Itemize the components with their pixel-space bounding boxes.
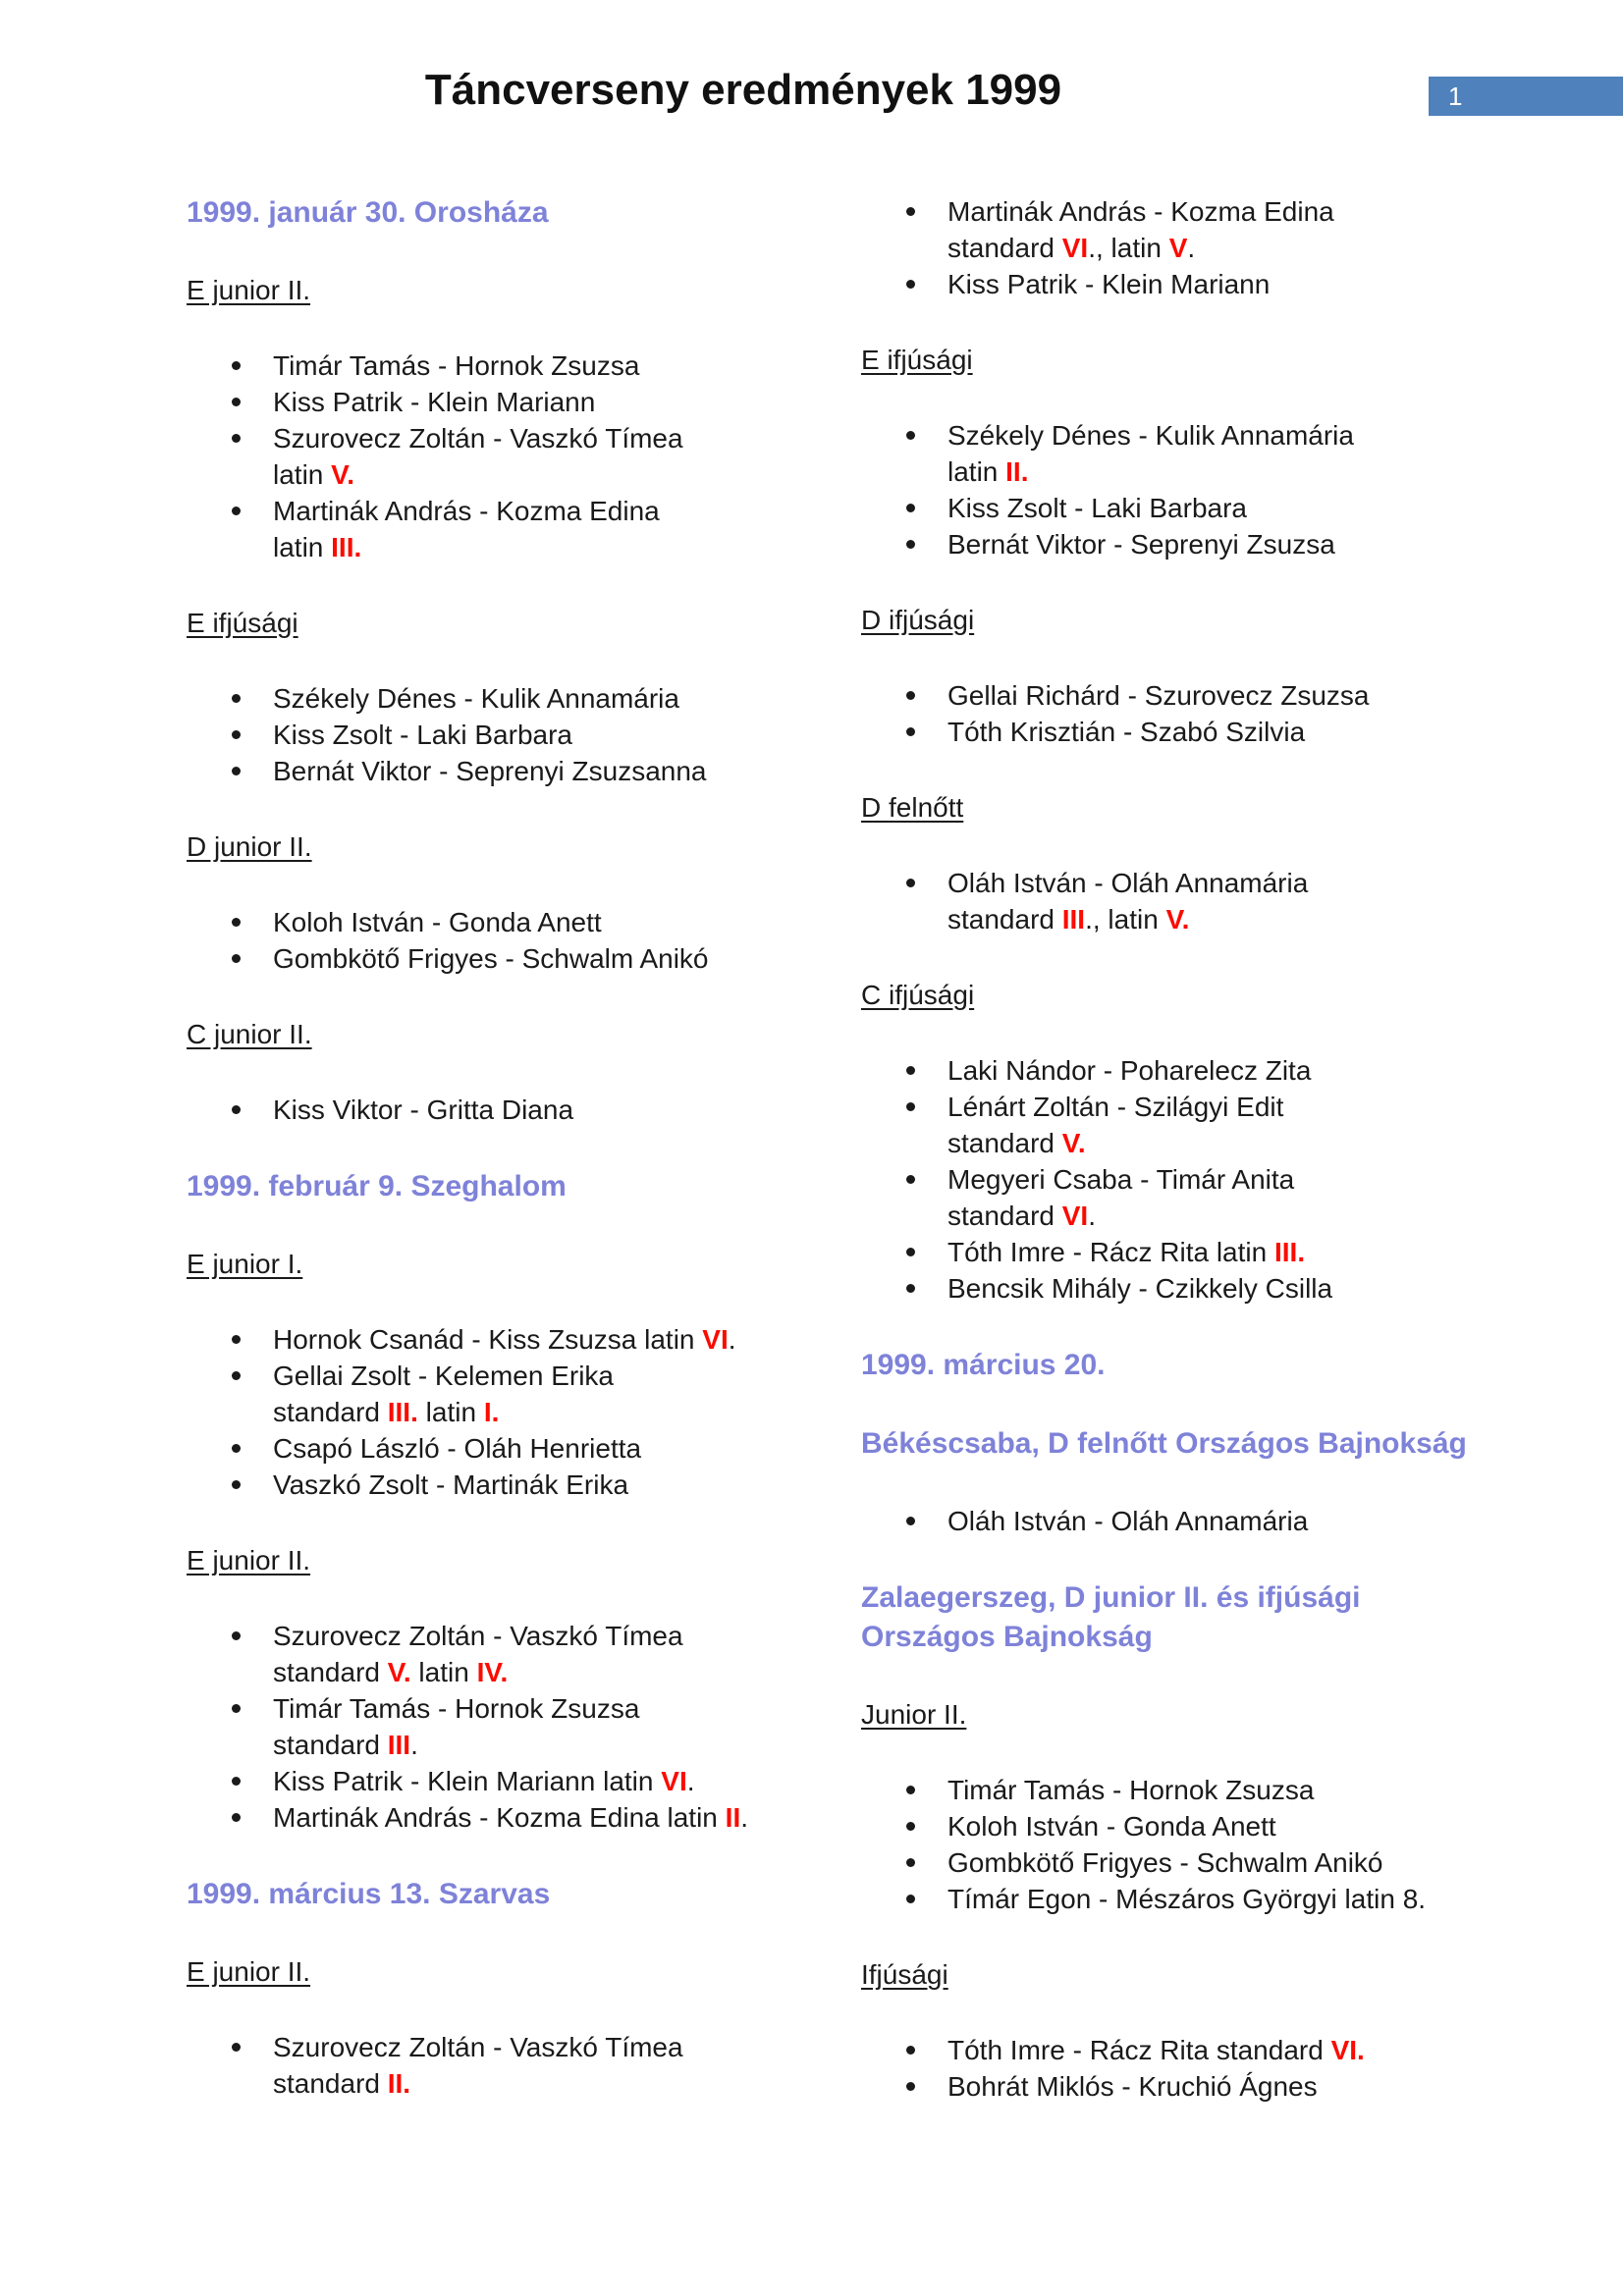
- result-rank: III.: [331, 532, 362, 562]
- bullet-item: [187, 493, 776, 565]
- date-heading-line: Zalaegerszeg, D junior II. és ifjúsági: [861, 1581, 1361, 1614]
- bullet-item: [187, 1690, 776, 1763]
- bullet-line: [947, 490, 1450, 526]
- bullet-line: [273, 529, 776, 565]
- bullet-item: [861, 1503, 1450, 1539]
- text-segment: Bohrát Miklós - Kruchió Ágnes: [947, 2071, 1318, 2102]
- bullet-item: [187, 1430, 776, 1467]
- bullet-list: [187, 1092, 776, 1128]
- bullet-line: [273, 1358, 776, 1394]
- result-rank: VI: [1061, 233, 1089, 263]
- section-header: D felnőtt: [861, 792, 964, 823]
- page-number-bar: [1429, 77, 1623, 116]
- bullet-line: [273, 1763, 776, 1799]
- text-segment: Timár Tamás - Hornok Zsuzsa: [273, 350, 640, 381]
- bullet-line: [273, 384, 776, 420]
- bullet-line: [947, 1052, 1450, 1089]
- date-heading-line: 1999. március 20.: [861, 1349, 1106, 1381]
- bullet-item: [187, 1467, 776, 1503]
- date-heading: [861, 1578, 1450, 1657]
- bullet-line: [273, 1321, 776, 1358]
- bullet-list: [187, 680, 776, 789]
- text-segment: ., latin: [1088, 233, 1169, 263]
- page-number: 1: [1448, 81, 1463, 111]
- text-segment: Kiss Zsolt - Laki Barbara: [273, 720, 572, 750]
- date-heading-line: Országos Bajnokság: [861, 1621, 1153, 1653]
- bullet-list: [861, 1503, 1450, 1539]
- bullet-line: [273, 1430, 776, 1467]
- bullet-item: [861, 2068, 1450, 2105]
- text-segment: Kiss Patrik - Klein Mariann latin: [273, 1766, 662, 1796]
- bullet-line: [947, 677, 1450, 714]
- bullet-item: [861, 1234, 1450, 1270]
- result-rank: V.: [331, 459, 355, 490]
- bullet-line: [947, 1125, 1450, 1161]
- text-segment: .: [410, 1730, 418, 1760]
- result-rank: V.: [1165, 904, 1190, 934]
- result-rank: VI: [1061, 1201, 1089, 1231]
- text-segment: Martinák András - Kozma Edina: [273, 496, 660, 526]
- text-segment: Vaszkó Zsolt - Martinák Erika: [273, 1469, 629, 1500]
- bullet-line: [947, 2068, 1450, 2105]
- bullet-line: [273, 940, 776, 977]
- date-heading: [187, 1167, 776, 1206]
- bullet-line: [947, 230, 1450, 266]
- text-segment: Bernát Viktor - Seprenyi Zsuzsa: [947, 529, 1335, 560]
- date-heading-line: 1999. február 9. Szeghalom: [187, 1170, 567, 1202]
- section-header: E ifjúsági: [187, 608, 298, 638]
- bullet-line: [947, 1844, 1450, 1881]
- bullet-item: [861, 1808, 1450, 1844]
- text-segment: Timár Tamás - Hornok Zsuzsa: [273, 1693, 640, 1724]
- text-segment: standard: [273, 1730, 388, 1760]
- bullet-line: [273, 456, 776, 493]
- bullet-item: [861, 1052, 1450, 1089]
- text-segment: Martinák András - Kozma Edina latin: [273, 1802, 726, 1833]
- bullet-item: [187, 384, 776, 420]
- text-segment: .: [1187, 233, 1196, 263]
- bullet-list: [187, 1618, 776, 1836]
- bullet-line: [947, 1808, 1450, 1844]
- result-rank: III.: [1273, 1237, 1306, 1267]
- text-segment: Tímár Egon - Mészáros Györgyi latin 8.: [947, 1884, 1427, 1914]
- text-segment: .: [686, 1766, 695, 1796]
- bullet-line: [947, 1881, 1450, 1917]
- page-title: Táncverseny eredmények 1999: [424, 66, 1062, 114]
- text-segment: latin: [417, 1397, 484, 1427]
- result-rank: V.: [387, 1657, 411, 1687]
- bullet-line: [273, 1654, 776, 1690]
- text-segment: Tóth Imre - Rácz Rita standard: [947, 2035, 1331, 2065]
- text-segment: standard: [273, 2068, 388, 2099]
- bullet-item: [861, 490, 1450, 526]
- text-segment: Gombkötő Frigyes - Schwalm Anikó: [947, 1847, 1383, 1878]
- text-segment: .: [1088, 1201, 1096, 1231]
- bullet-list: [861, 865, 1450, 937]
- result-rank: I.: [483, 1397, 500, 1427]
- text-segment: Kiss Patrik - Klein Mariann: [273, 387, 596, 417]
- text-segment: Bencsik Mihály - Czikkely Csilla: [947, 1273, 1333, 1304]
- section-header: C junior II.: [187, 1019, 312, 1049]
- bullet-line: [273, 2029, 776, 2065]
- bullet-line: [947, 526, 1450, 562]
- column-left: [187, 193, 776, 2144]
- bullet-item: [861, 1844, 1450, 1881]
- text-segment: Tóth Krisztián - Szabó Szilvia: [947, 717, 1306, 747]
- bullet-line: [273, 420, 776, 456]
- text-segment: Megyeri Csaba - Timár Anita: [947, 1164, 1295, 1195]
- bullet-item: [187, 717, 776, 753]
- section-header: Junior II.: [861, 1699, 967, 1730]
- bullet-item: [187, 347, 776, 384]
- bullet-item: [861, 1161, 1450, 1234]
- section-header: C ifjúsági: [861, 980, 975, 1010]
- bullet-list: [187, 1321, 776, 1503]
- bullet-line: [947, 2032, 1450, 2068]
- date-heading-line: 1999. március 13. Szarvas: [187, 1878, 551, 1910]
- date-heading: [861, 1346, 1450, 1385]
- bullet-line: [947, 1234, 1450, 1270]
- result-rank: III: [387, 1730, 411, 1760]
- bullet-line: [273, 1690, 776, 1727]
- bullet-line: [273, 493, 776, 529]
- bullet-list: [861, 677, 1450, 750]
- bullet-list: [187, 904, 776, 977]
- text-segment: Gellai Zsolt - Kelemen Erika: [273, 1361, 615, 1391]
- bullet-item: [861, 193, 1450, 266]
- text-segment: Tóth Imre - Rácz Rita latin: [947, 1237, 1274, 1267]
- result-rank: V: [1168, 233, 1188, 263]
- bullet-line: [947, 1503, 1450, 1539]
- bullet-line: [273, 1394, 776, 1430]
- section-header: Ifjúsági: [861, 1959, 948, 1990]
- bullet-item: [187, 940, 776, 977]
- text-segment: .: [728, 1324, 736, 1355]
- text-segment: Gellai Richárd - Szurovecz Zsuzsa: [947, 680, 1370, 711]
- date-heading: [861, 1424, 1467, 1464]
- text-segment: Csapó László - Oláh Henrietta: [273, 1433, 642, 1464]
- result-rank: II.: [1005, 456, 1029, 487]
- bullet-item: [187, 2029, 776, 2102]
- text-segment: .: [740, 1802, 749, 1833]
- text-segment: standard: [273, 1397, 388, 1427]
- bullet-item: [187, 1618, 776, 1690]
- bullet-item: [861, 677, 1450, 714]
- bullet-line: [273, 680, 776, 717]
- bullet-list: [187, 347, 776, 565]
- bullet-line: [273, 1727, 776, 1763]
- bullet-item: [187, 1321, 776, 1358]
- section-header: D ifjúsági: [861, 605, 975, 635]
- section-header: E junior II.: [187, 275, 311, 305]
- bullet-line: [273, 1799, 776, 1836]
- bullet-line: [273, 1467, 776, 1503]
- bullet-line: [273, 717, 776, 753]
- text-segment: Oláh István - Oláh Annamária: [947, 1506, 1309, 1536]
- bullet-line: [947, 1198, 1450, 1234]
- text-segment: Kiss Viktor - Gritta Diana: [273, 1095, 574, 1125]
- bullet-item: [187, 1358, 776, 1430]
- bullet-item: [187, 420, 776, 493]
- bullet-item: [861, 526, 1450, 562]
- text-segment: Oláh István - Oláh Annamária: [947, 868, 1309, 898]
- text-segment: Timár Tamás - Hornok Zsuzsa: [947, 1775, 1315, 1805]
- bullet-line: [947, 865, 1450, 901]
- result-rank: VI.: [1330, 2035, 1365, 2065]
- text-segment: latin: [410, 1657, 477, 1687]
- text-segment: ., latin: [1085, 904, 1166, 934]
- text-segment: Koloh István - Gonda Anett: [947, 1811, 1276, 1842]
- text-segment: Székely Dénes - Kulik Annamária: [273, 683, 679, 714]
- bullet-list: [861, 1052, 1450, 1307]
- bullet-item: [187, 680, 776, 717]
- bullet-item: [861, 865, 1450, 937]
- bullet-item: [861, 1881, 1450, 1917]
- text-segment: Lénárt Zoltán - Szilágyi Edit: [947, 1092, 1284, 1122]
- bullet-line: [273, 1618, 776, 1654]
- bullet-line: [947, 1089, 1450, 1125]
- text-segment: Laki Nándor - Poharelecz Zita: [947, 1055, 1312, 1086]
- section-header: E junior I.: [187, 1249, 303, 1279]
- date-heading: [187, 193, 776, 233]
- bullet-item: [187, 1799, 776, 1836]
- text-segment: standard: [947, 1201, 1062, 1231]
- text-segment: standard: [947, 233, 1062, 263]
- section-header: E junior II.: [187, 1545, 311, 1575]
- bullet-list: [861, 193, 1450, 302]
- result-rank: V.: [1061, 1128, 1086, 1158]
- section-header: E ifjúsági: [861, 345, 973, 375]
- text-segment: Bernát Viktor - Seprenyi Zsuzsanna: [273, 756, 707, 786]
- bullet-list: [861, 1772, 1450, 1917]
- bullet-item: [861, 1772, 1450, 1808]
- bullet-line: [947, 266, 1450, 302]
- text-segment: standard: [947, 904, 1062, 934]
- bullet-line: [947, 1270, 1450, 1307]
- result-rank: III.: [387, 1397, 418, 1427]
- section-header: D junior II.: [187, 831, 312, 862]
- result-rank: III: [1061, 904, 1086, 934]
- text-segment: Kiss Patrik - Klein Mariann: [947, 269, 1271, 299]
- text-segment: standard: [947, 1128, 1062, 1158]
- bullet-line: [947, 901, 1450, 937]
- date-heading: [187, 1875, 776, 1914]
- bullet-item: [861, 417, 1450, 490]
- bullet-list: [861, 2032, 1450, 2105]
- result-rank: II.: [387, 2068, 411, 2099]
- bullet-line: [947, 1772, 1450, 1808]
- bullet-line: [273, 753, 776, 789]
- text-segment: Szurovecz Zoltán - Vaszkó Tímea: [273, 2032, 683, 2062]
- result-rank: VI: [702, 1324, 729, 1355]
- text-segment: latin: [273, 532, 332, 562]
- date-heading-line: Békéscsaba, D felnőtt Országos Bajnokság: [861, 1427, 1467, 1460]
- text-segment: Szurovecz Zoltán - Vaszkó Tímea: [273, 423, 683, 454]
- bullet-item: [187, 904, 776, 940]
- text-segment: latin: [273, 459, 332, 490]
- bullet-item: [187, 1763, 776, 1799]
- text-segment: standard: [273, 1657, 388, 1687]
- bullet-item: [861, 714, 1450, 750]
- bullet-list: [187, 2029, 776, 2102]
- text-segment: Kiss Zsolt - Laki Barbara: [947, 493, 1247, 523]
- bullet-item: [861, 266, 1450, 302]
- bullet-item: [187, 1092, 776, 1128]
- text-segment: latin: [947, 456, 1006, 487]
- section-header: E junior II.: [187, 1956, 311, 1987]
- text-segment: Hornok Csanád - Kiss Zsuzsa latin: [273, 1324, 703, 1355]
- bullet-list: [861, 417, 1450, 562]
- text-segment: Szurovecz Zoltán - Vaszkó Tímea: [273, 1621, 683, 1651]
- text-segment: Székely Dénes - Kulik Annamária: [947, 420, 1354, 451]
- bullet-line: [273, 1092, 776, 1128]
- text-segment: Koloh István - Gonda Anett: [273, 907, 602, 937]
- bullet-line: [273, 904, 776, 940]
- text-segment: Gombkötő Frigyes - Schwalm Anikó: [273, 943, 709, 974]
- bullet-line: [273, 2065, 776, 2102]
- bullet-item: [861, 1089, 1450, 1161]
- bullet-line: [947, 1161, 1450, 1198]
- columns: [187, 193, 1467, 2144]
- bullet-item: [861, 2032, 1450, 2068]
- bullet-line: [273, 347, 776, 384]
- result-rank: II: [725, 1802, 741, 1833]
- bullet-line: [947, 417, 1450, 454]
- bullet-line: [947, 454, 1450, 490]
- date-heading-line: 1999. január 30. Orosháza: [187, 196, 549, 229]
- column-right: [861, 193, 1467, 2144]
- bullet-item: [861, 1270, 1450, 1307]
- bullet-line: [947, 714, 1450, 750]
- bullet-item: [187, 753, 776, 789]
- bullet-line: [947, 193, 1450, 230]
- result-rank: IV.: [476, 1657, 509, 1687]
- result-rank: VI: [661, 1766, 687, 1796]
- text-segment: Martinák András - Kozma Edina: [947, 196, 1334, 227]
